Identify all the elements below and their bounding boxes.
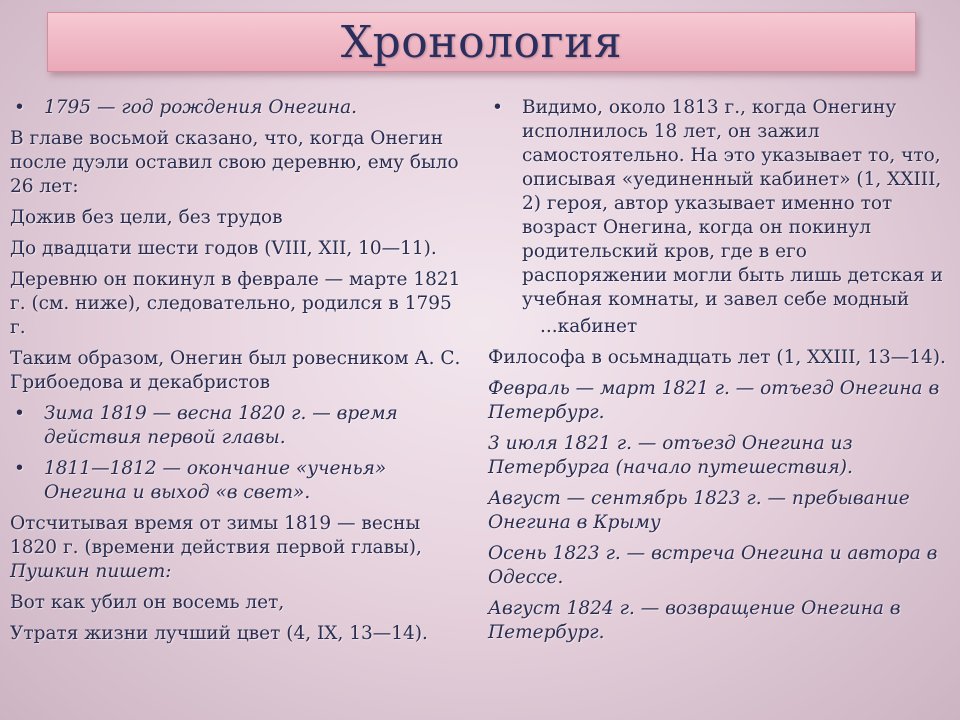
left-para-10: Пушкин пишет: [10, 561, 172, 582]
right-para-8: Август 1824 г. — возвращение Онегина в Петербург. [488, 598, 901, 643]
left-para-3: Дожив без цели, без трудов [10, 207, 283, 228]
right-para-3: Философа в осьмнадцать лет (1, XXIII, 13—14). [488, 347, 946, 368]
right-para-1: • Видимо, около 1813 г., когда Онегину исполнилось 18 лет, он зажил самостоятельно. На это указывает то, что, описывая «уединенный кабинет» (1, XXIII, 2) героя, автор указывает именно тот возраст Онегина, когда он покинул родительский кров, где в его распоряжении могли быть лишь детская и учебная комнаты, и завел себе модный [488, 96, 948, 312]
left-para-2: В главе восьмой сказано, что, когда Онегин после дуэли оставил свою деревню, ему было 26 лет: [10, 128, 459, 197]
left-para-11: Вот как убил он восемь лет, [10, 592, 285, 613]
left-para-12: Утратя жизни лучший цвет (4, IX, 13—14). [10, 623, 428, 644]
title-banner [47, 12, 916, 72]
right-para-6: Август — сентябрь 1823 г. — пребывание Онегина в Крыму [488, 488, 910, 533]
right-para-5: 3 июля 1821 г. — отъезд Онегина из Петербурга (начало путешествия). [488, 433, 853, 478]
left-para-5: Деревню он покинул в феврале — марте 1821 г. (см. ниже), следовательно, родился в 1795 г. [10, 269, 461, 338]
left-para-8: • 1811—1812 — окончание «ученья» Онегина и выход «в свет». [10, 457, 472, 505]
left-para-7: • Зима 1819 — весна 1820 г. — время действия первой главы. [10, 402, 472, 450]
right-para-4: Февраль — март 1821 г. — отъезд Онегина в Петербург. [488, 378, 940, 423]
page-title: Хронология [340, 16, 623, 68]
left-para-9: Отсчитывая время от зимы 1819 — весны 1820 г. (времени действия первой главы), [10, 513, 422, 558]
left-para-1: • 1795 — год рождения Онегина. [10, 96, 472, 120]
right-para-7: Осень 1823 г. — встреча Онегина и автора в Одессе. [488, 543, 938, 588]
right-para-2: ...кабинет [540, 316, 638, 337]
left-para-4: До двадцати шести годов (VIII, XII, 10—11). [10, 238, 437, 259]
right-column [488, 96, 948, 652]
left-para-6: Таким образом, Онегин был ровесником А. С. Грибоедова и декабристов [10, 348, 461, 393]
left-column [10, 96, 472, 653]
